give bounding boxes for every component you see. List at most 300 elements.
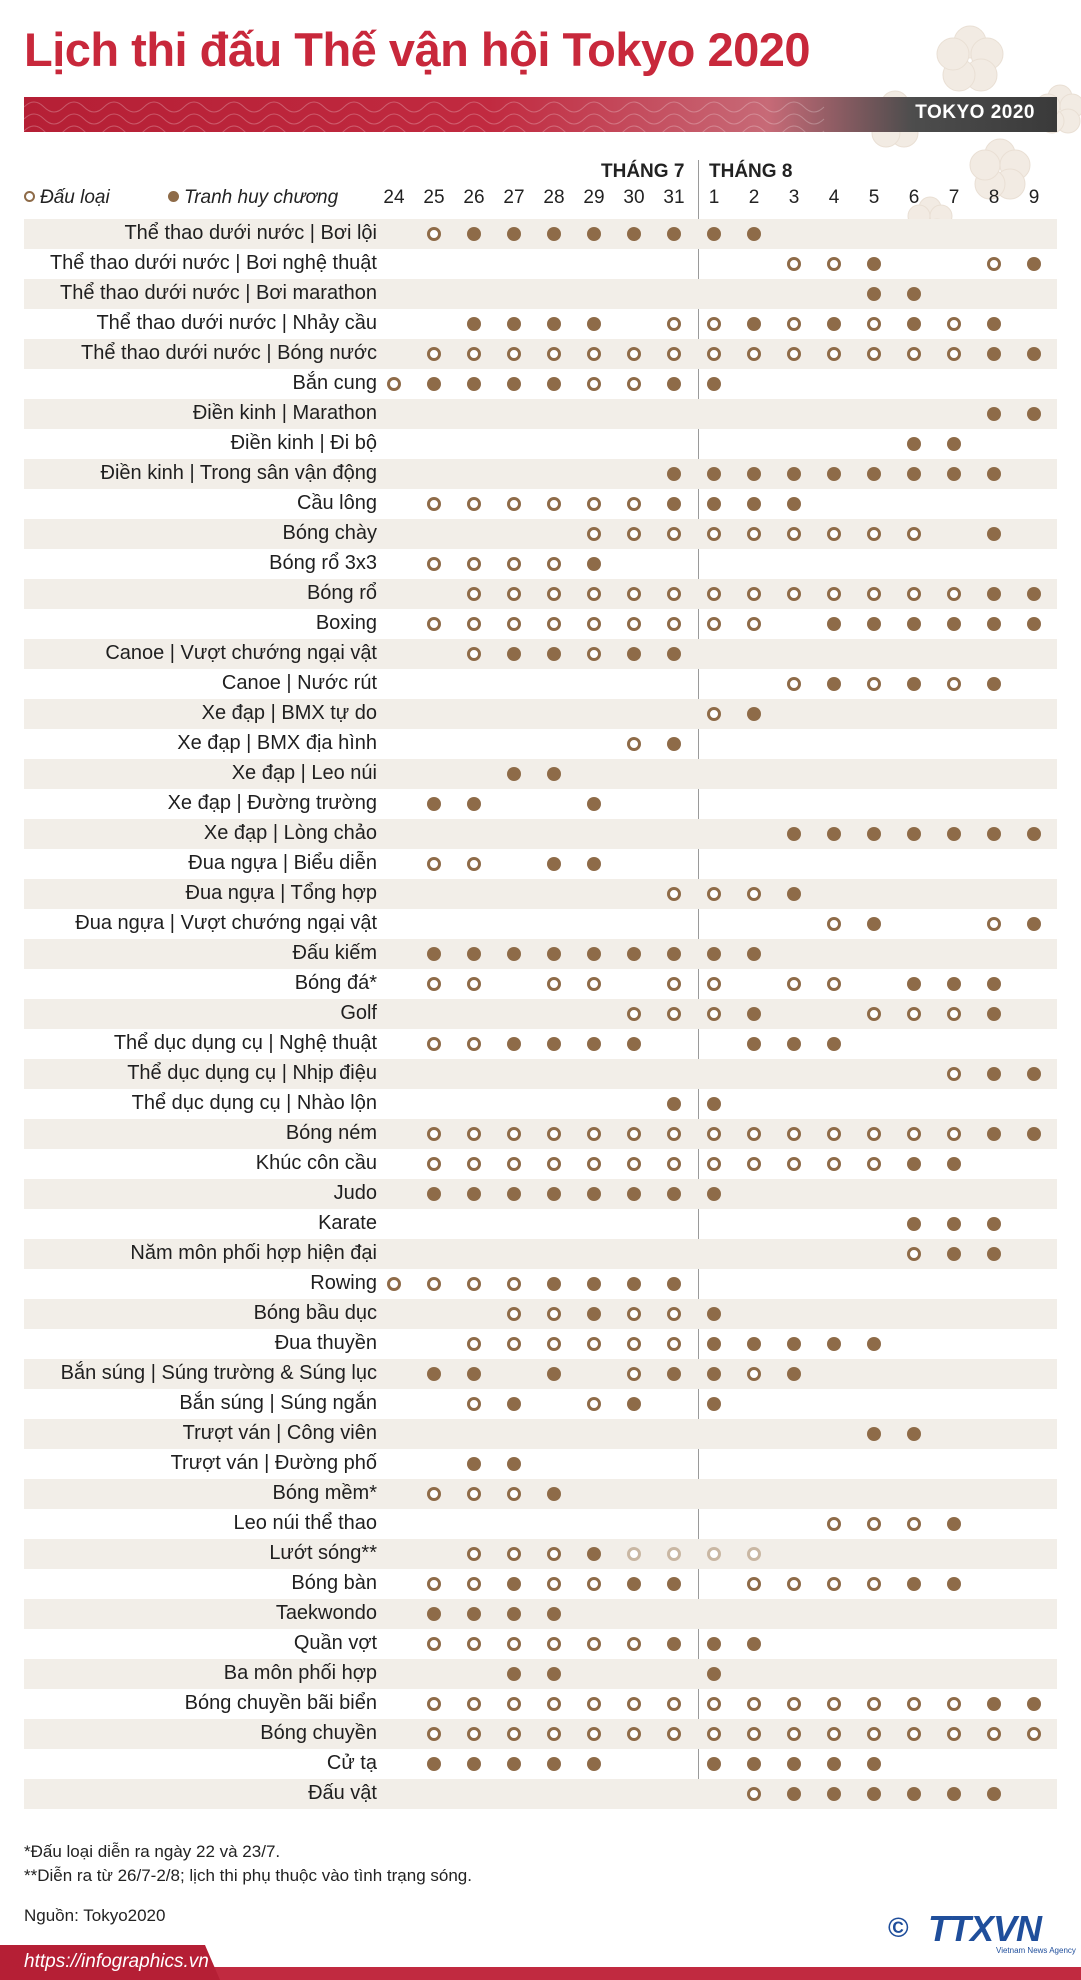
qualifying-event-dot	[787, 1127, 801, 1141]
sport-name: Ba môn phối hợp	[223, 1662, 377, 1684]
medal-event-dot	[707, 497, 721, 511]
qualifying-event-dot	[827, 1157, 841, 1171]
medal-event-dot	[627, 227, 641, 241]
qualifying-event-dot	[587, 1577, 601, 1591]
sport-name: Lướt sóng**	[269, 1542, 377, 1564]
medal-event-dot	[747, 497, 761, 511]
legend-qualifying	[24, 187, 110, 209]
medal-event-dot	[707, 1637, 721, 1651]
legend-qualifying-label: Đấu loại	[40, 187, 110, 208]
table-row	[24, 819, 1057, 849]
sport-name: Bóng chày	[282, 522, 377, 544]
tentative-event-dot	[747, 1547, 761, 1561]
medal-event-dot	[947, 1247, 961, 1261]
table-row	[24, 1779, 1057, 1809]
qualifying-event-dot	[907, 587, 921, 601]
medal-event-dot	[547, 767, 561, 781]
medal-event-dot	[507, 1577, 521, 1591]
qualifying-event-dot	[667, 1697, 681, 1711]
qualifying-event-dot	[667, 1157, 681, 1171]
sport-name: Đấu kiếm	[292, 942, 377, 964]
medal-event-dot	[787, 467, 801, 481]
sport-name: Rowing	[310, 1272, 377, 1294]
qualifying-event-dot	[707, 587, 721, 601]
logo-name: TTXVN	[928, 1908, 1042, 1949]
table-row	[24, 489, 1057, 519]
table-row	[24, 699, 1057, 729]
qualifying-event-dot	[1027, 1727, 1041, 1741]
medal-event-dot	[547, 1037, 561, 1051]
qualifying-event-dot	[627, 347, 641, 361]
medal-event-dot	[907, 1577, 921, 1591]
table-row	[24, 909, 1057, 939]
medal-event-dot	[747, 1637, 761, 1651]
medal-event-dot	[947, 1787, 961, 1801]
medal-event-dot	[547, 1607, 561, 1621]
medal-event-dot	[627, 1037, 641, 1051]
sport-name: Leo núi thể thao	[233, 1512, 377, 1534]
sport-name: Trượt ván | Công viên	[182, 1422, 377, 1444]
medal-event-dot	[707, 377, 721, 391]
medal-event-dot	[827, 677, 841, 691]
medal-event-dot	[987, 977, 1001, 991]
qualifying-event-dot	[507, 1307, 521, 1321]
sport-name: Thể dục dụng cụ | Nhào lộn	[131, 1092, 377, 1114]
medal-event-dot	[427, 1367, 441, 1381]
medal-event-dot	[907, 1217, 921, 1231]
medal-event-dot	[467, 1457, 481, 1471]
medal-event-dot	[827, 1757, 841, 1771]
sport-name: Khúc côn cầu	[255, 1152, 377, 1174]
medal-event-dot	[787, 1367, 801, 1381]
medal-event-dot	[867, 1337, 881, 1351]
day-header-cell: 5	[868, 187, 880, 208]
medal-event-dot	[427, 1607, 441, 1621]
qualifying-event-dot	[427, 1577, 441, 1591]
qualifying-event-dot	[627, 1637, 641, 1651]
qualifying-event-dot	[627, 377, 641, 391]
medal-event-dot	[867, 287, 881, 301]
qualifying-event-dot	[587, 1697, 601, 1711]
table-row	[24, 429, 1057, 459]
qualifying-event-dot	[707, 347, 721, 361]
sport-name: Taekwondo	[275, 1602, 377, 1624]
table-row	[24, 1509, 1057, 1539]
qualifying-event-dot	[867, 1577, 881, 1591]
day-header-cell: 6	[908, 187, 920, 208]
medal-event-dot	[547, 377, 561, 391]
medal-event-dot	[827, 617, 841, 631]
day-header-cell: 29	[583, 187, 605, 208]
sport-name: Karate	[318, 1212, 377, 1234]
sport-name: Bắn súng | Súng trường & Súng lục	[60, 1362, 377, 1384]
qualifying-event-dot	[787, 677, 801, 691]
medal-event-dot	[467, 1187, 481, 1201]
qualifying-event-dot	[427, 1277, 441, 1291]
table-row	[24, 999, 1057, 1029]
medal-event-dot	[747, 1757, 761, 1771]
table-row	[24, 1029, 1057, 1059]
qualifying-event-dot	[707, 887, 721, 901]
medal-event-dot	[987, 617, 1001, 631]
sport-name: Xe đạp | BMX địa hình	[177, 732, 377, 754]
month-august: THÁNG 8	[709, 161, 793, 182]
qualifying-event-dot	[827, 1517, 841, 1531]
qualifying-event-dot	[547, 587, 561, 601]
medal-event-dot	[587, 1307, 601, 1321]
footnote-1: *Đấu loại diễn ra ngày 22 và 23/7.	[24, 1842, 281, 1861]
sport-name: Đua thuyền	[274, 1332, 377, 1354]
medal-event-dot	[787, 497, 801, 511]
medal-event-dot	[587, 1277, 601, 1291]
medal-event-dot	[707, 1367, 721, 1381]
qualifying-event-dot	[747, 1727, 761, 1741]
medal-event-dot	[707, 1097, 721, 1111]
medal-event-dot	[507, 1457, 521, 1471]
medal-event-dot	[547, 1487, 561, 1501]
qualifying-event-dot	[627, 1727, 641, 1741]
table-row	[24, 849, 1057, 879]
table-row	[24, 1719, 1057, 1749]
footnotes	[24, 1840, 472, 1888]
qualifying-event-dot	[627, 1337, 641, 1351]
medal-event-dot	[987, 1067, 1001, 1081]
medal-event-dot	[987, 587, 1001, 601]
table-row	[24, 969, 1057, 999]
qualifying-event-dot	[467, 857, 481, 871]
day-header-cell: 31	[663, 187, 685, 208]
day-header-cell: 4	[828, 187, 840, 208]
table-row	[24, 519, 1057, 549]
qualifying-event-dot	[467, 1337, 481, 1351]
medal-event-dot	[987, 407, 1001, 421]
qualifying-event-dot	[547, 977, 561, 991]
qualifying-event-dot	[547, 1127, 561, 1141]
qualifying-event-dot	[547, 1637, 561, 1651]
sport-name: Điền kinh | Đi bộ	[230, 432, 377, 454]
sport-name: Thể thao dưới nước | Bơi nghệ thuật	[49, 252, 377, 274]
qualifying-event-dot	[427, 347, 441, 361]
qualifying-event-dot	[667, 527, 681, 541]
medal-event-dot	[507, 1667, 521, 1681]
table-row	[24, 1089, 1057, 1119]
medal-event-dot	[947, 827, 961, 841]
medal-event-dot	[587, 317, 601, 331]
table-row	[24, 1389, 1057, 1419]
qualifying-event-dot	[947, 317, 961, 331]
medal-event-dot	[627, 1187, 641, 1201]
medal-event-dot	[907, 467, 921, 481]
medal-event-dot	[427, 377, 441, 391]
medal-event-dot	[667, 1097, 681, 1111]
qualifying-event-dot	[627, 497, 641, 511]
table-row	[24, 339, 1057, 369]
qualifying-event-dot	[467, 557, 481, 571]
qualifying-event-dot	[547, 617, 561, 631]
medal-event-dot	[667, 1277, 681, 1291]
qualifying-event-dot	[467, 1277, 481, 1291]
qualifying-event-dot	[587, 587, 601, 601]
medal-event-dot	[507, 1037, 521, 1051]
table-row	[24, 1149, 1057, 1179]
qualifying-event-dot	[547, 1157, 561, 1171]
table-row	[24, 1449, 1057, 1479]
qualifying-event-dot	[827, 977, 841, 991]
medal-event-dot	[907, 1157, 921, 1171]
medal-event-dot	[707, 1337, 721, 1351]
qualifying-event-dot	[467, 497, 481, 511]
qualifying-event-dot	[547, 1547, 561, 1561]
sport-name: Bóng đá*	[294, 972, 377, 994]
footer-link[interactable]: https://infographics.vn	[24, 1951, 209, 1972]
qualifying-event-dot	[707, 617, 721, 631]
qualifying-event-dot	[427, 1157, 441, 1171]
wave-pattern-decoration	[24, 97, 1057, 132]
logo-subtitle: Vietnam News Agency	[996, 1946, 1076, 1955]
qualifying-event-dot	[427, 1127, 441, 1141]
medal-event-dot	[427, 947, 441, 961]
medal-event-dot	[787, 827, 801, 841]
table-row	[24, 1269, 1057, 1299]
medal-event-dot	[507, 1607, 521, 1621]
qualifying-event-dot	[987, 917, 1001, 931]
medal-event-dot	[427, 797, 441, 811]
medal-event-dot	[907, 827, 921, 841]
qualifying-event-dot	[787, 1697, 801, 1711]
table-row	[24, 1179, 1057, 1209]
medal-event-dot	[987, 1127, 1001, 1141]
medal-event-dot	[867, 1757, 881, 1771]
qualifying-event-dot	[667, 1337, 681, 1351]
qualifying-event-dot	[467, 1697, 481, 1711]
medal-event-dot	[747, 707, 761, 721]
day-header-cell: 26	[463, 187, 485, 208]
qualifying-event-dot	[507, 347, 521, 361]
qualifying-event-dot	[667, 1007, 681, 1021]
qualifying-event-dot	[787, 1727, 801, 1741]
qualifying-event-dot	[867, 1727, 881, 1741]
medal-event-dot	[587, 857, 601, 871]
qualifying-event-dot	[747, 587, 761, 601]
medal-event-dot	[467, 797, 481, 811]
medal-event-dot	[987, 1217, 1001, 1231]
qualifying-event-dot	[787, 1577, 801, 1591]
medal-event-dot	[547, 1757, 561, 1771]
qualifying-event-dot	[587, 1637, 601, 1651]
qualifying-event-dot	[947, 1127, 961, 1141]
medal-event-dot	[587, 227, 601, 241]
qualifying-event-dot	[427, 1727, 441, 1741]
qualifying-event-dot	[467, 1037, 481, 1051]
medal-event-dot	[507, 1397, 521, 1411]
medal-event-dot	[987, 1007, 1001, 1021]
medal-event-dot	[467, 317, 481, 331]
legend-medal-label: Tranh huy chương	[184, 187, 339, 208]
qualifying-event-dot	[787, 347, 801, 361]
qualifying-event-dot	[547, 1307, 561, 1321]
qualifying-event-dot	[507, 1487, 521, 1501]
qualifying-event-dot	[587, 527, 601, 541]
medal-event-dot	[787, 1757, 801, 1771]
medal-event-dot	[707, 947, 721, 961]
table-row	[24, 1569, 1057, 1599]
qualifying-event-dot	[947, 1727, 961, 1741]
qualifying-event-dot	[547, 557, 561, 571]
qualifying-event-dot	[987, 1727, 1001, 1741]
sport-name: Thể dục dụng cụ | Nghệ thuật	[113, 1032, 377, 1054]
medal-event-dot	[787, 1037, 801, 1051]
medal-event-dot	[1027, 917, 1041, 931]
sport-name: Điền kinh | Trong sân vận động	[100, 462, 377, 484]
sport-name: Thể thao dưới nước | Bóng nước	[81, 342, 377, 364]
medal-event-dot	[507, 317, 521, 331]
qualifying-event-dot	[467, 1127, 481, 1141]
sport-name: Đấu vật	[308, 1782, 377, 1804]
qualifying-event-dot	[467, 617, 481, 631]
qualifying-event-dot	[667, 1127, 681, 1141]
qualifying-event-dot	[907, 527, 921, 541]
qualifying-event-dot	[467, 1577, 481, 1591]
sport-name: Xe đạp | Lòng chảo	[203, 822, 377, 844]
medal-event-dot	[827, 467, 841, 481]
banner-label: TOKYO 2020	[915, 102, 1035, 123]
medal-event-dot	[667, 1577, 681, 1591]
qualifying-event-dot	[867, 587, 881, 601]
medal-event-dot	[987, 467, 1001, 481]
qualifying-event-dot	[827, 917, 841, 931]
qualifying-event-dot	[507, 617, 521, 631]
medal-event-dot	[667, 647, 681, 661]
qualifying-event-dot	[547, 1727, 561, 1741]
table-row	[24, 219, 1057, 249]
medal-event-dot	[747, 1007, 761, 1021]
qualifying-event-dot	[867, 1157, 881, 1171]
table-row	[24, 309, 1057, 339]
sport-name: Thể thao dưới nước | Nhảy cầu	[96, 312, 377, 334]
sport-name: Cầu lông	[296, 492, 377, 514]
qualifying-event-dot	[827, 527, 841, 541]
medal-event-dot	[907, 1427, 921, 1441]
sport-name: Bóng mềm*	[272, 1482, 377, 1504]
filled-dot-icon	[168, 191, 179, 202]
qualifying-event-dot	[867, 1697, 881, 1711]
table-row	[24, 939, 1057, 969]
qualifying-event-dot	[747, 1127, 761, 1141]
medal-event-dot	[1027, 1127, 1041, 1141]
sport-name: Bóng chuyền	[260, 1722, 377, 1744]
medal-event-dot	[747, 1337, 761, 1351]
qualifying-event-dot	[587, 977, 601, 991]
sport-name: Đua ngựa | Vượt chướng ngại vật	[75, 912, 377, 934]
table-row	[24, 1419, 1057, 1449]
medal-event-dot	[747, 467, 761, 481]
qualifying-event-dot	[747, 1367, 761, 1381]
legend-medal	[168, 187, 338, 209]
medal-event-dot	[827, 1787, 841, 1801]
medal-event-dot	[947, 977, 961, 991]
medal-event-dot	[427, 1187, 441, 1201]
sport-name: Quần vợt	[293, 1632, 377, 1654]
medal-event-dot	[747, 947, 761, 961]
medal-event-dot	[827, 1037, 841, 1051]
qualifying-event-dot	[467, 1157, 481, 1171]
qualifying-event-dot	[907, 1007, 921, 1021]
sport-name: Thể thao dưới nước | Bơi lội	[124, 222, 377, 244]
ttxvn-logo	[888, 1908, 1076, 1955]
qualifying-event-dot	[467, 1397, 481, 1411]
medal-event-dot	[867, 917, 881, 931]
medal-event-dot	[1027, 1067, 1041, 1081]
page-title: Lịch thi đấu Thế vận hội Tokyo 2020	[24, 23, 810, 76]
table-row	[24, 1359, 1057, 1389]
qualifying-event-dot	[427, 617, 441, 631]
medal-event-dot	[627, 1577, 641, 1591]
sport-name: Bóng bầu dục	[253, 1302, 377, 1324]
month-july: THÁNG 7	[601, 161, 685, 182]
qualifying-event-dot	[787, 317, 801, 331]
medal-event-dot	[507, 1757, 521, 1771]
qualifying-event-dot	[467, 587, 481, 601]
table-row	[24, 1659, 1057, 1689]
qualifying-event-dot	[547, 347, 561, 361]
table-row	[24, 279, 1057, 309]
qualifying-event-dot	[387, 1277, 401, 1291]
medal-event-dot	[507, 947, 521, 961]
medal-event-dot	[987, 1247, 1001, 1261]
sport-name: Bắn cung	[292, 372, 377, 394]
qualifying-event-dot	[627, 1157, 641, 1171]
qualifying-event-dot	[907, 1517, 921, 1531]
day-header-cell: 28	[543, 187, 565, 208]
qualifying-event-dot	[747, 527, 761, 541]
qualifying-event-dot	[787, 257, 801, 271]
medal-event-dot	[987, 317, 1001, 331]
medal-event-dot	[547, 1187, 561, 1201]
qualifying-event-dot	[827, 347, 841, 361]
medal-event-dot	[707, 227, 721, 241]
qualifying-event-dot	[587, 1127, 601, 1141]
qualifying-event-dot	[827, 1727, 841, 1741]
medal-event-dot	[547, 857, 561, 871]
medal-event-dot	[467, 227, 481, 241]
table-row	[24, 459, 1057, 489]
table-row	[24, 789, 1057, 819]
qualifying-event-dot	[507, 1277, 521, 1291]
sport-name: Đua ngựa | Biểu diễn	[188, 852, 377, 874]
medal-event-dot	[867, 257, 881, 271]
medal-event-dot	[867, 1427, 881, 1441]
qualifying-event-dot	[867, 1517, 881, 1531]
medal-event-dot	[1027, 257, 1041, 271]
medal-event-dot	[827, 1337, 841, 1351]
table-row	[24, 1059, 1057, 1089]
qualifying-event-dot	[587, 497, 601, 511]
medal-event-dot	[1027, 407, 1041, 421]
medal-event-dot	[907, 977, 921, 991]
qualifying-event-dot	[907, 1697, 921, 1711]
medal-event-dot	[827, 827, 841, 841]
medal-event-dot	[547, 947, 561, 961]
qualifying-event-dot	[547, 1337, 561, 1351]
sport-name: Điền kinh | Marathon	[192, 402, 377, 424]
qualifying-event-dot	[707, 1157, 721, 1171]
sport-name: Thể dục dụng cụ | Nhịp điệu	[127, 1062, 377, 1084]
sport-name: Xe đạp | Đường trường	[167, 792, 377, 814]
qualifying-event-dot	[587, 1157, 601, 1171]
qualifying-event-dot	[467, 1637, 481, 1651]
qualifying-event-dot	[427, 1637, 441, 1651]
table-row	[24, 399, 1057, 429]
